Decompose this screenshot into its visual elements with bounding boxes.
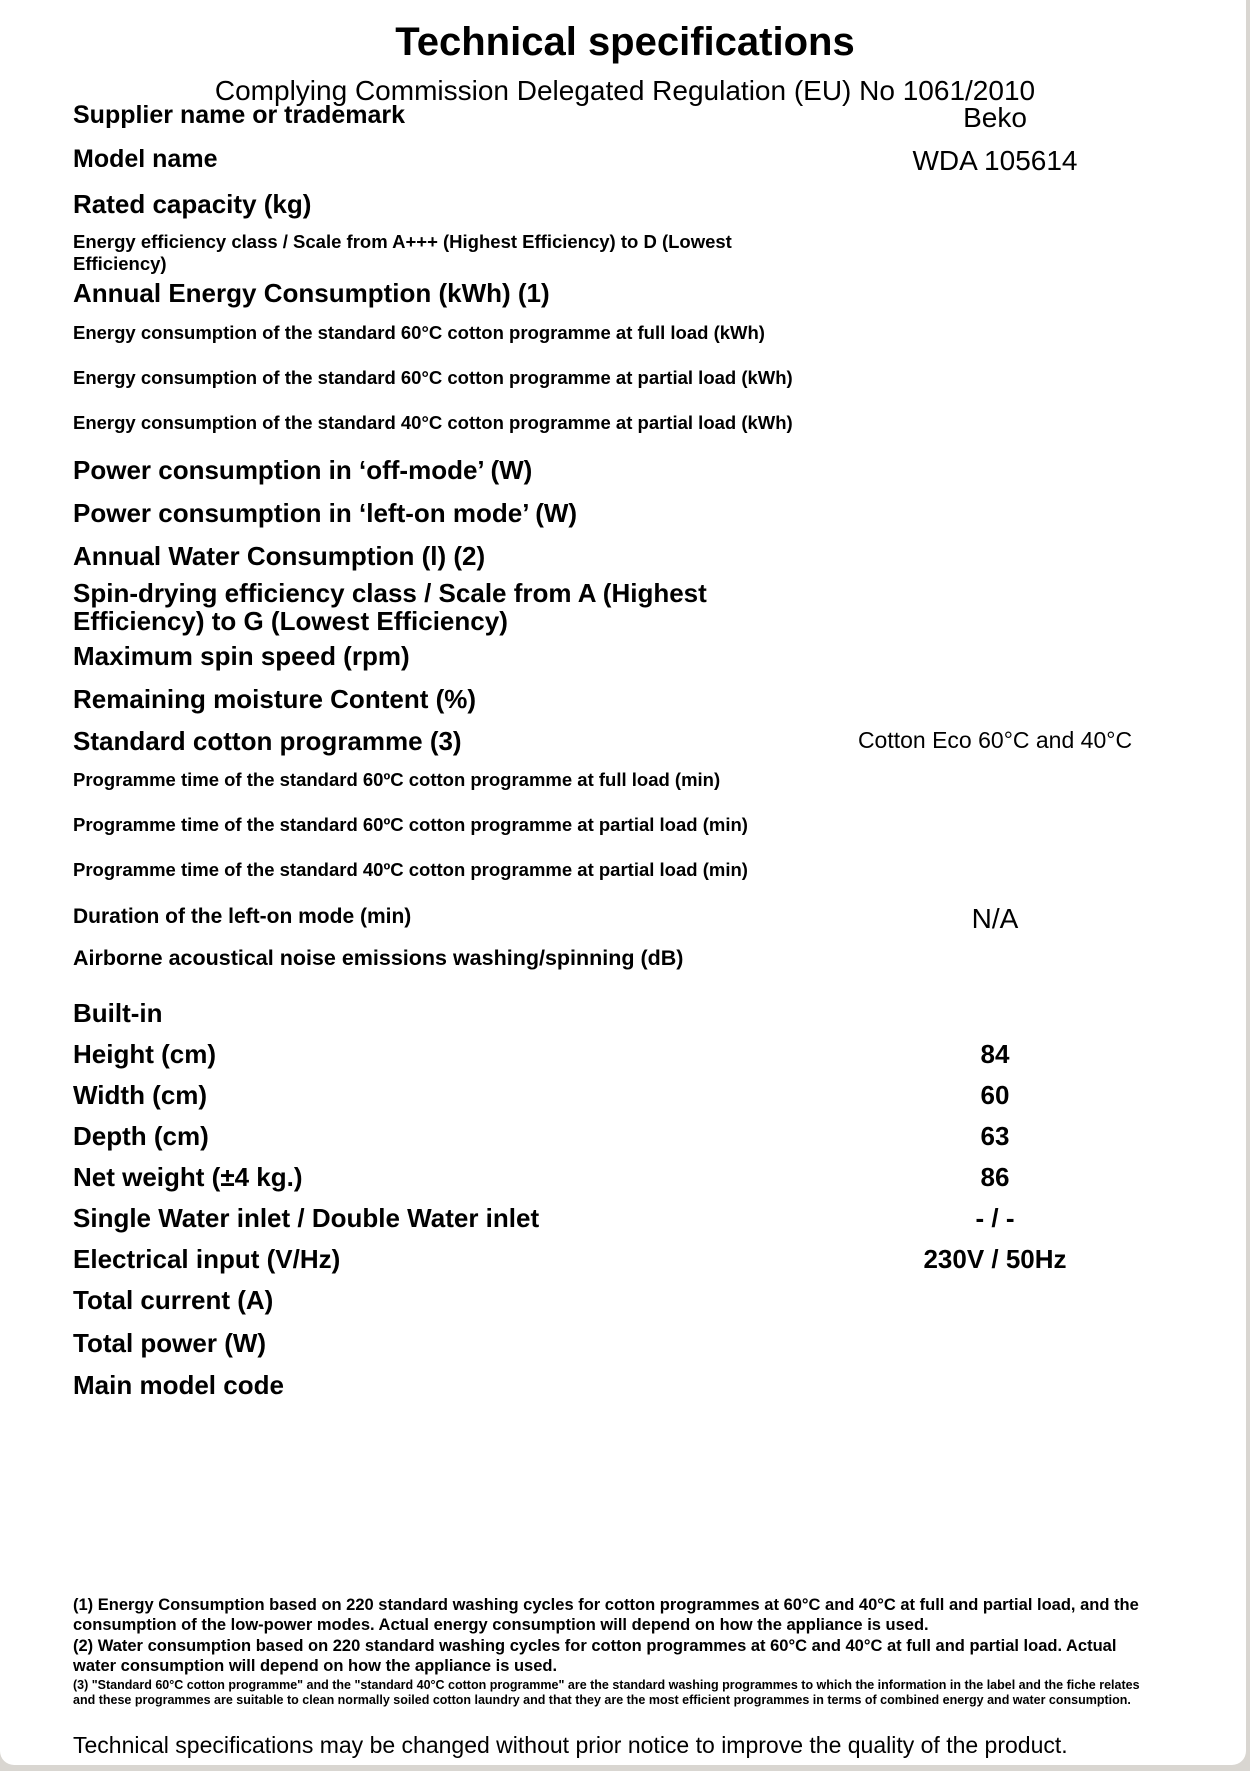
built-in-label: Built-in [73, 998, 163, 1028]
moisture-label: Remaining moisture Content (%) [73, 684, 477, 714]
time-60-partial-label: Programme time of the standard 60ºC cotton programme at partial load (min) [73, 814, 748, 835]
height-label: Height (cm) [73, 1039, 216, 1069]
total-current-label: Total current (A) [73, 1285, 274, 1315]
max-spin-label: Maximum spin speed (rpm) [73, 641, 410, 671]
depth-value: 63 [980, 1121, 1010, 1151]
supplier-label: Supplier name or trademark [73, 101, 406, 129]
footnote-1: (1) Energy Consumption based on 220 standard washing cycles for cotton programmes at 60°C and 40°C at full and partial load, and the consumption of the low-power modes. Actual energy consumption will depend on how the appliance is used. [73, 1596, 1139, 1634]
disclaimer: Technical specifications may be changed without prior notice to improve the quality of the product. [73, 1732, 1068, 1758]
model-value: WDA 105614 [912, 145, 1078, 176]
width-value: 60 [980, 1080, 1010, 1110]
rated-capacity-label: Rated capacity (kg) [73, 189, 312, 219]
net-weight-label: Net weight (±4 kg.) [73, 1162, 303, 1192]
page-subtitle: Complying Commission Delegated Regulation (EU) No 1061/2010 [214, 75, 1036, 106]
electrical-label: Electrical input (V/Hz) [73, 1244, 341, 1274]
annual-energy-label: Annual Energy Consumption (kWh) (1) [73, 278, 550, 308]
supplier-value: Beko [963, 102, 1027, 133]
power-off-label: Power consumption in ‘off-mode’ (W) [73, 455, 533, 485]
spin-class-label: Spin-drying efficiency class / Scale from A (Highest Efficiency) to G (Lowest Efficiency) [73, 578, 707, 636]
water-inlet-label: Single Water inlet / Double Water inlet [73, 1203, 540, 1233]
water-inlet-value: - / - [975, 1203, 1015, 1233]
std-programme-label: Standard cotton programme (3) [73, 726, 462, 756]
total-power-label: Total power (W) [73, 1328, 267, 1358]
noise-label: Airborne acoustical noise emissions washing/spinning (dB) [73, 946, 684, 970]
energy-40-partial-label: Energy consumption of the standard 40°C cotton programme at partial load (kWh) [73, 412, 793, 433]
page-title: Technical specifications [395, 20, 855, 64]
width-label: Width (cm) [73, 1080, 208, 1110]
main-model-code-label: Main model code [73, 1370, 284, 1400]
model-label: Model name [73, 145, 218, 173]
time-40-partial-label: Programme time of the standard 40ºC cotton programme at partial load (min) [73, 859, 748, 880]
energy-60-full-label: Energy consumption of the standard 60°C cotton programme at full load (kWh) [73, 322, 765, 343]
electrical-value: 230V / 50Hz [923, 1244, 1067, 1274]
std-programme-value: Cotton Eco 60°C and 40°C [857, 727, 1133, 753]
left-on-duration-value: N/A [971, 903, 1019, 934]
depth-label: Depth (cm) [73, 1121, 209, 1151]
footnote-3: (3) "Standard 60°C cotton programme" and the "standard 40°C cotton programme" are the standard washing programmes to which the information in the label and the fiche relates and these programmes are suitable to clean normally soiled cotton laundry and that they are the most efficient programmes in terms of combined energy and water consumption. [73, 1678, 1140, 1707]
net-weight-value: 86 [980, 1162, 1010, 1192]
height-value: 84 [980, 1039, 1010, 1069]
time-60-full-label: Programme time of the standard 60ºC cotton programme at full load (min) [73, 769, 721, 790]
power-left-on-label: Power consumption in ‘left-on mode’ (W) [73, 498, 578, 528]
footnote-2: (2) Water consumption based on 220 standard washing cycles for cotton programmes at 60°C and 40°C at full and partial load. Actual water consumption will depend on how the appliance is used. [73, 1637, 1117, 1675]
energy-class-label: Energy efficiency class / Scale from A+++ (Highest Efficiency) to D (Lowest Efficiency) [73, 231, 732, 274]
energy-60-partial-label: Energy consumption of the standard 60°C cotton programme at partial load (kWh) [73, 367, 793, 388]
left-on-duration-label: Duration of the left-on mode (min) [73, 905, 412, 928]
annual-water-label: Annual Water Consumption (l) (2) [73, 541, 486, 571]
